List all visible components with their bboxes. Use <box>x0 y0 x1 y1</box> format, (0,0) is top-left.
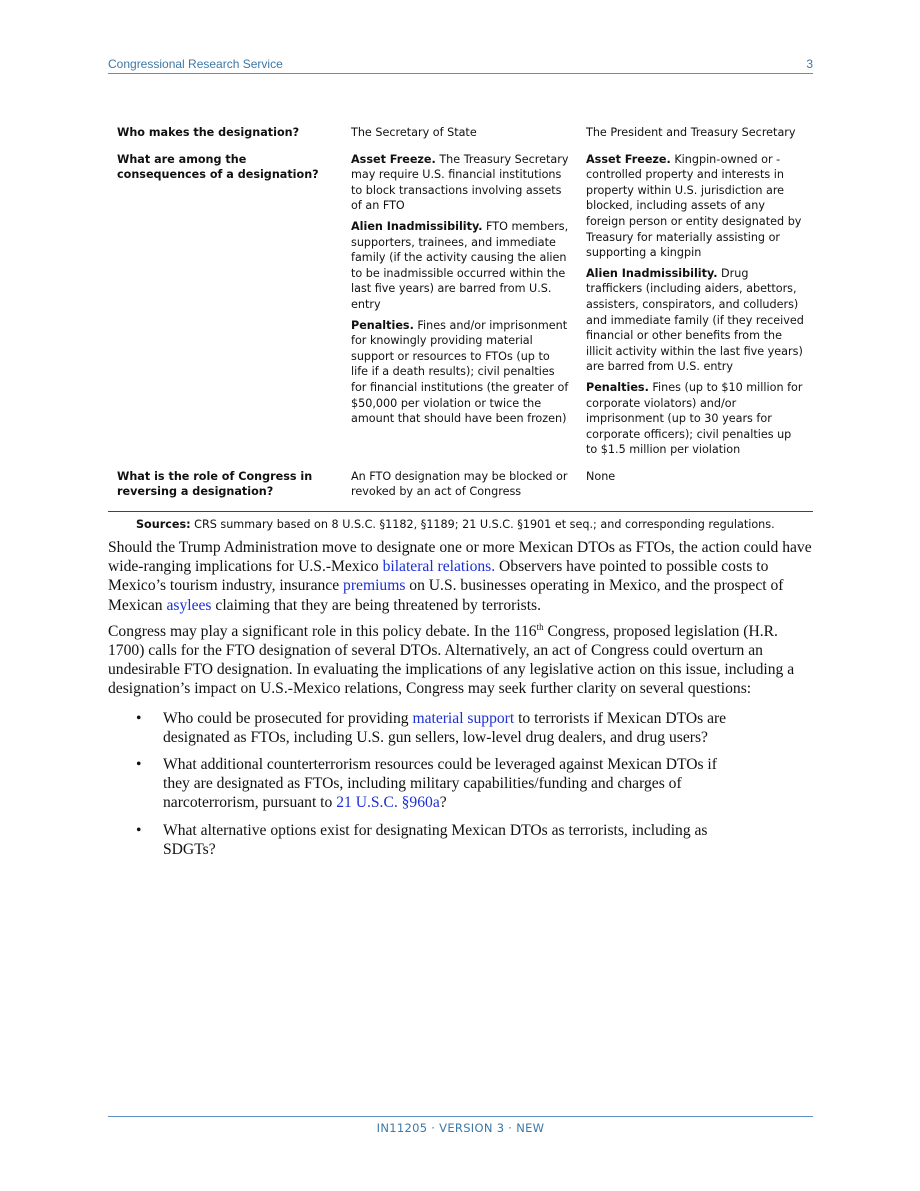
cell-paragraph <box>351 318 569 427</box>
bullet-text-a: What additional counterterrorism resources could be leveraged against Mexican DTOs if they are designated as FTOs, including military capabilities/funding and charges of narcoterrorism, pursuant to <box>163 756 717 812</box>
page-header <box>108 57 813 74</box>
comparison-table <box>108 122 813 531</box>
bullet-icon: • <box>136 821 142 839</box>
header-publisher: Congressional Research Service <box>108 57 283 71</box>
paragraph-text: An FTO designation may be blocked or revoked by an act of Congress <box>351 469 568 499</box>
bullet-text-a: Who could be prosecuted for providing <box>163 709 413 727</box>
cell-paragraph <box>586 125 805 141</box>
p1-text-d: claiming that they are being threatened by terrorists. <box>211 596 542 614</box>
paragraph-implications <box>108 538 813 615</box>
row-question: Who makes the designation? <box>117 126 300 139</box>
fto-cell <box>342 466 578 509</box>
paragraph-text: The Secretary of State <box>351 126 477 139</box>
paragraph-lead: Asset Freeze. <box>351 152 436 166</box>
ordinal-superscript: th <box>536 621 544 632</box>
footer-report-id: IN11205 · VERSION 3 · NEW <box>376 1121 545 1135</box>
cell-paragraph <box>586 266 805 375</box>
cell-paragraph <box>351 125 569 141</box>
p2-text-b: Congress, proposed legislation (H.R. 1700) calls for the FTO designation of several DTOs. Alternatively, an act of Congress could overturn an undesirable FTO designation. In evaluating the implications of any legislative action on this issue, including a designation’s impact on U.S.-Mexico relations, Congress may seek further clarity on several questions: <box>108 622 795 698</box>
fto-cell <box>342 122 578 149</box>
paragraph-text: Kingpin-owned or -controlled property and interests in property within U.S. jurisdiction are blocked, including assets of any foreign person or entity designated by Treasury for materially assisting or supporting a kingpin <box>586 152 802 260</box>
table-row <box>108 466 813 509</box>
paragraph-text: Fines (up to $10 million for corporate violators) and/or imprisonment (up to 30 years for corporate officers); civil penalties up to $1.5 million per violation <box>586 380 803 457</box>
list-item <box>108 755 743 813</box>
row-question: What is the role of Congress in reversing a designation? <box>117 469 313 499</box>
paragraph-congress-role <box>108 622 813 699</box>
p1-text-a: Should the Trump Administration move to designate one or more Mexican DTOs as FTOs, the action could have wide-ranging implications for U.S.-Mexico <box>108 539 812 576</box>
kingpin-cell <box>578 149 814 466</box>
paragraph-text: FTO members, supporters, trainees, and immediate family (if the activity causing the alien to be inadmissible occurred within the last five years) are barred from U.S. entry <box>351 219 569 311</box>
table-row <box>108 149 813 466</box>
kingpin-cell <box>578 466 814 509</box>
bullet-icon: • <box>136 756 142 774</box>
cell-paragraph <box>586 380 805 458</box>
bullet-link[interactable]: 21 U.S.C. §960a <box>336 794 440 812</box>
paragraph-text: Drug traffickers (including aiders, abettors, assisters, conspirators, and colluders) and immediate family (if they received financial or other benefits from the illicit activity within the last five years) are barred from U.S. entry <box>586 266 804 374</box>
p1-text-c: on U.S. businesses operating in Mexico, and the prospect of Mexican <box>108 577 784 614</box>
sources-label: Sources: <box>136 518 191 532</box>
table-sources <box>108 518 813 531</box>
fto-cell <box>342 149 578 466</box>
page-footer <box>108 1116 813 1135</box>
paragraph-text: Fines and/or imprisonment for knowingly providing material support or resources to FTOs (up to life if a death results); civil penalties for financial institutions (the greater of $50,000 per violation or twice the amount that should have been frozen) <box>351 318 569 426</box>
kingpin-cell <box>578 122 814 149</box>
bullet-text-b: to terrorists if Mexican DTOs are designated as FTOs, including U.S. gun sellers, low-level drug dealers, and drug users? <box>163 709 727 746</box>
cell-paragraph <box>351 469 569 500</box>
paragraph-lead: Penalties. <box>586 380 649 394</box>
link-bilateral-relations[interactable]: bilateral relations. <box>382 558 496 576</box>
link-asylees[interactable]: asylees <box>166 596 212 614</box>
paragraph-lead: Asset Freeze. <box>586 152 671 166</box>
list-item <box>108 709 743 747</box>
paragraph-text: The President and Treasury Secretary <box>586 126 796 139</box>
link-premiums[interactable]: premiums <box>343 577 406 595</box>
list-item <box>108 821 743 859</box>
cell-paragraph <box>586 469 805 485</box>
paragraph-text: The Treasury Secretary may require U.S. financial institutions to block transactions involving assets of an FTO <box>351 152 569 213</box>
bullet-icon: • <box>136 709 142 727</box>
bullet-text-a: What alternative options exist for designating Mexican DTOs as terrorists, including as SDGTs? <box>163 821 708 858</box>
page-number: 3 <box>806 57 813 71</box>
table-row <box>108 122 813 149</box>
cell-paragraph <box>351 152 569 214</box>
bullet-link[interactable]: material support <box>412 709 515 727</box>
cell-paragraph <box>351 219 569 313</box>
sources-text: CRS summary based on 8 U.S.C. §1182, §1189; 21 U.S.C. §1901 et seq.; and corresponding regulations. <box>190 518 775 532</box>
body-text <box>108 538 813 867</box>
cell-paragraph <box>586 152 805 261</box>
p1-text-b: Observers have pointed to possible costs to Mexico’s tourism industry, insurance <box>108 558 769 595</box>
table-bottom-rule <box>108 511 813 512</box>
paragraph-text: None <box>586 469 616 483</box>
paragraph-lead: Penalties. <box>351 318 414 332</box>
paragraph-lead: Alien Inadmissibility. <box>351 219 483 233</box>
paragraph-lead: Alien Inadmissibility. <box>586 266 718 280</box>
row-question: What are among the consequences of a designation? <box>117 152 319 182</box>
question-list <box>108 709 813 859</box>
p2-text-a: Congress may play a significant role in this policy debate. In the 116 <box>108 622 537 640</box>
bullet-text-b: ? <box>439 794 447 812</box>
